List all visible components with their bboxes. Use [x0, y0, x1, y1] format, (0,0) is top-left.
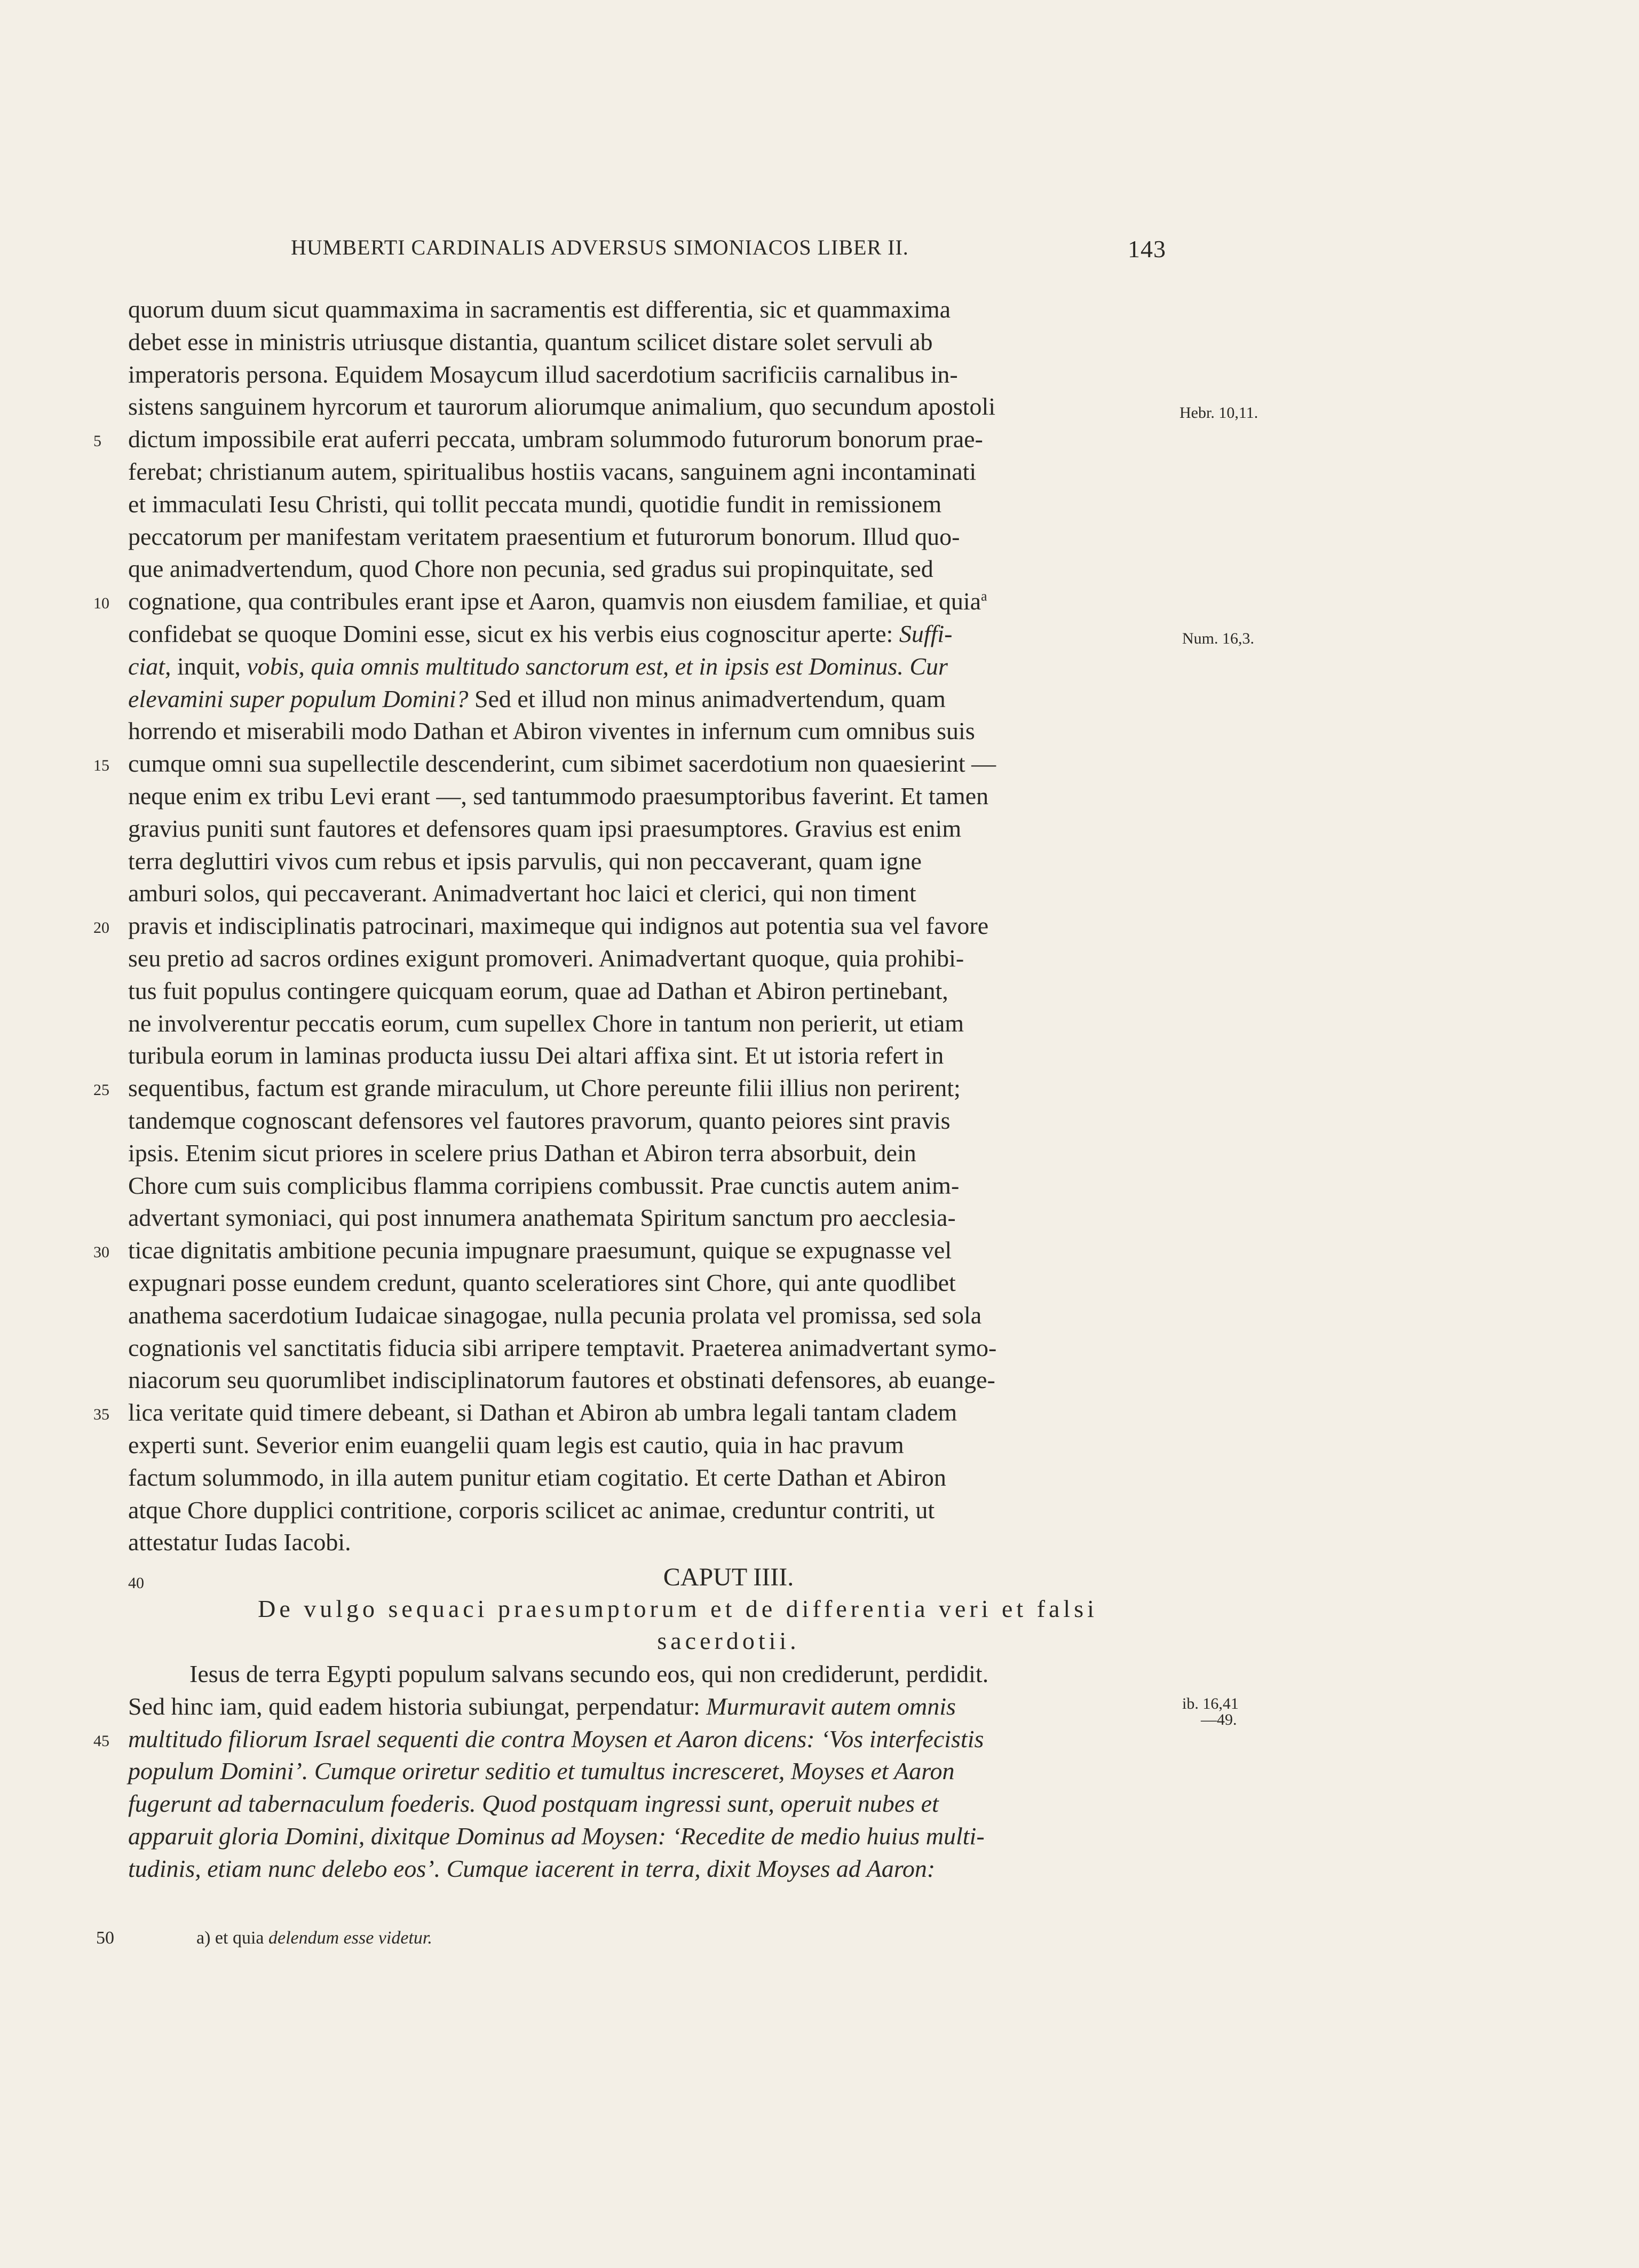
- line-text: sistens sanguinem hyrcorum et taurorum aliorumque animalium, quo secundum apostoli: [128, 393, 996, 421]
- footnote-marker: a: [981, 588, 987, 604]
- running-header: [291, 235, 1166, 272]
- line-number: 45: [93, 1732, 109, 1750]
- text-line: [0, 1496, 1228, 1528]
- text-line: [0, 717, 1228, 749]
- text-line: [0, 1009, 1228, 1041]
- line-text: et immaculati Iesu Christi, qui tollit peccata mundi, quotidie fundit in remissionem: [128, 490, 942, 518]
- line-text: multitudo filiorum Israel sequenti die contra Moysen et Aaron dicens: ‘Vos interfecistis: [128, 1725, 984, 1752]
- chapter-text-line: [0, 1660, 1228, 1692]
- line-number: 25: [93, 1081, 109, 1099]
- page-number: 143: [1128, 235, 1166, 263]
- footnote-label: a) et quia: [196, 1928, 264, 1948]
- margin-note-num: Num. 16,3.: [1182, 630, 1254, 647]
- chapter-text-line: [0, 1854, 1228, 1886]
- line-number: 5: [93, 432, 101, 450]
- footnote-text: delendum esse videtur.: [268, 1928, 432, 1948]
- text-line: [0, 1301, 1228, 1333]
- text-line: [0, 1074, 1228, 1106]
- text-line: [0, 944, 1228, 976]
- line-text: terra degluttiri vivos cum rebus et ipsis parvulis, qui non peccaverant, quam igne: [128, 847, 922, 875]
- line-text: lica veritate quid timere debeant, si Dathan et Abiron ab umbra legali tantam cladem: [128, 1399, 957, 1426]
- chapter-text-line: [0, 1692, 1228, 1724]
- text-line: [0, 1431, 1228, 1463]
- text-line: [0, 1171, 1228, 1203]
- line-text: tus fuit populus contingere quicquam eorum, quae ad Dathan et Abiron pertinebant,: [128, 977, 948, 1004]
- line-text: debet esse in ministris utriusque distantia, quantum scilicet distare solet servuli ab: [128, 328, 933, 355]
- line-number: 15: [93, 757, 109, 775]
- roman-span: inquit,: [177, 652, 241, 680]
- line-text: experti sunt. Severior enim euangelii quam legis est cautio, quia in hac pravum: [128, 1431, 904, 1458]
- line-text: cognationis vel sanctitatis fiducia sibi arripere temptavit. Praeterea animadvertant symo-: [128, 1334, 997, 1361]
- line-text: gravius puniti sunt fautores et defensores quam ipsi praesumptores. Gravius est enim: [128, 814, 962, 842]
- text-line: [0, 847, 1228, 879]
- line-text: dictum impossibile erat auferri peccata, umbram solummodo futurorum bonorum prae-: [128, 425, 983, 453]
- text-line: [0, 1236, 1228, 1268]
- italic-span: Suffi-: [899, 620, 953, 647]
- roman-span: cognatione, qua contribules erant ipse et Aaron, quamvis non eiusdem familiae, et quia: [128, 588, 981, 615]
- line-text: factum solummodo, in illa autem punitur etiam cogitatio. Et certe Dathan et Abiron: [128, 1463, 946, 1491]
- footnote-line-number: 50: [96, 1928, 114, 1948]
- roman-span: confidebat se quoque Domini esse, sicut ex his verbis eius cognoscitur aperte:: [128, 620, 893, 647]
- line-text: tudinis, etiam nunc delebo eos’. Cumque iacerent in terra, dixit Moyses ad Aaron:: [128, 1854, 936, 1882]
- line-text: quorum duum sicut quammaxima in sacramentis est differentia, sic et quammaxima: [128, 296, 951, 323]
- text-line: [0, 1463, 1228, 1495]
- chapter-text-line: [0, 1725, 1228, 1757]
- line-text: expugnari posse eundem credunt, quanto sceleratiores sint Chore, qui ante quodlibet: [128, 1269, 956, 1296]
- text-line: [0, 1106, 1228, 1138]
- line-text: ipsis. Etenim sicut priores in scelere prius Dathan et Abiron terra absorbuit, dein: [128, 1139, 916, 1167]
- chapter-text-line: [0, 1822, 1228, 1854]
- line-text: advertant symoniaci, qui post innumera anathemata Spiritum sanctum pro aecclesia-: [128, 1204, 956, 1232]
- line-text: seu pretio ad sacros ordines exigunt promoveri. Animadvertant quoque, quia prohibi-: [128, 945, 964, 972]
- text-line: [0, 1139, 1228, 1171]
- text-line: [0, 1334, 1228, 1366]
- italic-span: ciat,: [128, 652, 171, 680]
- line-text: imperatoris persona. Equidem Mosaycum illud sacerdotium sacrificiis carnalibus in-: [128, 360, 958, 388]
- line-text: [128, 685, 946, 713]
- line-number: 20: [93, 919, 109, 937]
- text-line: [0, 652, 1228, 684]
- chapter-subtitle-2: sacerdotii.: [657, 1627, 800, 1654]
- text-line: [0, 782, 1228, 814]
- text-line: [0, 1268, 1228, 1300]
- text-line: [0, 587, 1228, 619]
- line-text: turibula eorum in laminas producta iussu Dei altari affixa sint. Et ut istoria refert in: [128, 1042, 944, 1069]
- roman-span: Sed hinc iam, quid eadem historia subiungat, perpendatur:: [128, 1692, 700, 1720]
- running-title: HUMBERTI CARDINALIS ADVERSUS SIMONIACOS LIBER II.: [291, 235, 909, 259]
- text-line: [0, 685, 1228, 717]
- text-line: [0, 295, 1228, 327]
- text-line: [0, 879, 1228, 911]
- italic-span: elevamini super populum Domini?: [128, 685, 469, 712]
- text-line: [0, 620, 1228, 652]
- line-text: [128, 652, 948, 680]
- text-line: [0, 1398, 1228, 1430]
- line-text: [128, 620, 952, 648]
- text-line: [0, 977, 1228, 1009]
- line-text: ticae dignitatis ambitione pecunia impugnare praesumunt, quique se expugnasse vel: [128, 1236, 952, 1264]
- line-text: niacorum seu quorumlibet indisciplinatorum fautores et obstinati defensores, ab euange-: [128, 1366, 995, 1394]
- text-line: [0, 1528, 1228, 1560]
- text-line: [0, 457, 1228, 489]
- line-number: 40: [128, 1574, 144, 1592]
- text-line: [0, 425, 1228, 457]
- text-line: [0, 554, 1228, 586]
- line-text: [128, 587, 987, 615]
- line-text: cumque omni sua supellectile descenderint, cum sibimet sacerdotium non quaesierint —: [128, 750, 996, 778]
- line-number: 35: [93, 1406, 109, 1424]
- chapter-text-line: [0, 1789, 1228, 1821]
- text-line: [0, 911, 1228, 943]
- margin-note-hebr: Hebr. 10,11.: [1179, 404, 1258, 422]
- roman-span: Sed et illud non minus animadvertendum, quam: [474, 685, 946, 712]
- line-text: atque Chore dupplici contritione, corporis scilicet ac animae, creduntur contriti, ut: [128, 1496, 935, 1524]
- margin-note-ib: ib. 16,41: [1182, 1695, 1239, 1712]
- footnote: [196, 1928, 432, 1948]
- chapter-text-line: [0, 1757, 1228, 1789]
- line-text: populum Domini’. Cumque oriretur seditio et tumultus incresceret, Moyses et Aaron: [128, 1757, 955, 1785]
- text-line: [0, 522, 1228, 554]
- line-text: attestatur Iudas Iacobi.: [128, 1528, 351, 1556]
- line-text: Chore cum suis complicibus flamma corripiens combussit. Prae cunctis autem anim-: [128, 1171, 960, 1199]
- line-text: tandemque cognoscant defensores vel fautores pravorum, quanto peiores sint pravis: [128, 1107, 951, 1134]
- line-text: Iesus de terra Egypti populum salvans secundo eos, qui non crediderunt, perdidit.: [189, 1660, 989, 1687]
- line-text: sequentibus, factum est grande miraculum, ut Chore pereunte filii illius non perirent;: [128, 1074, 961, 1102]
- margin-note-range: —49.: [1201, 1711, 1237, 1728]
- line-text: anathema sacerdotium Iudaicae sinagogae, nulla pecunia prolata vel promissa, sed sola: [128, 1301, 982, 1329]
- line-text: horrendo et miserabili modo Dathan et Abiron viventes in infernum cum omnibus suis: [128, 717, 975, 745]
- text-line: [0, 490, 1228, 522]
- line-text: ne involverentur peccatis eorum, cum supellex Chore in tantum non perierit, ut etiam: [128, 1009, 964, 1037]
- text-line: [0, 1366, 1228, 1398]
- line-text: apparuit gloria Domini, dixitque Dominus ad Moysen: ‘Recedite de medio huius multi-: [128, 1822, 985, 1850]
- italic-span: vobis, quia omnis multitudo sanctorum est, et in ipsis est Dominus. Cur: [247, 652, 948, 680]
- text-line: [0, 814, 1228, 846]
- text-line: [0, 1041, 1228, 1073]
- line-number: 10: [93, 594, 109, 613]
- italic-span: Murmuravit autem omnis: [706, 1692, 956, 1720]
- line-text: peccatorum per manifestam veritatem praesentium et futurorum bonorum. Illud quo-: [128, 522, 960, 550]
- line-text: ferebat; christianum autem, spiritualibus hostiis vacans, sanguinem agni incontaminati: [128, 458, 977, 485]
- line-text: fugerunt ad tabernaculum foederis. Quod postquam ingressi sunt, operuit nubes et: [128, 1790, 939, 1818]
- text-line: [0, 1203, 1228, 1235]
- chapter-subtitle-1: De vulgo sequaci praesumptorum et de differentia veri et falsi: [258, 1595, 1098, 1622]
- line-text: amburi solos, qui peccaverant. Animadvertant hoc laici et clerici, qui non timent: [128, 879, 916, 907]
- line-number: 30: [93, 1243, 109, 1262]
- line-text: [128, 1692, 956, 1720]
- text-line: [0, 392, 1228, 424]
- text-line: [0, 360, 1228, 392]
- line-text: pravis et indisciplinatis patrocinari, maximeque qui indignos aut potentia sua vel favore: [128, 912, 989, 940]
- line-text: neque enim ex tribu Levi erant —, sed tantummodo praesumptoribus faverint. Et tamen: [128, 782, 989, 810]
- text-line: [0, 749, 1228, 781]
- text-line: [0, 328, 1228, 360]
- chapter-heading: CAPUT IIII.: [663, 1563, 794, 1591]
- line-text: que animadvertendum, quod Chore non pecunia, sed gradus sui propinquitate, sed: [128, 555, 933, 583]
